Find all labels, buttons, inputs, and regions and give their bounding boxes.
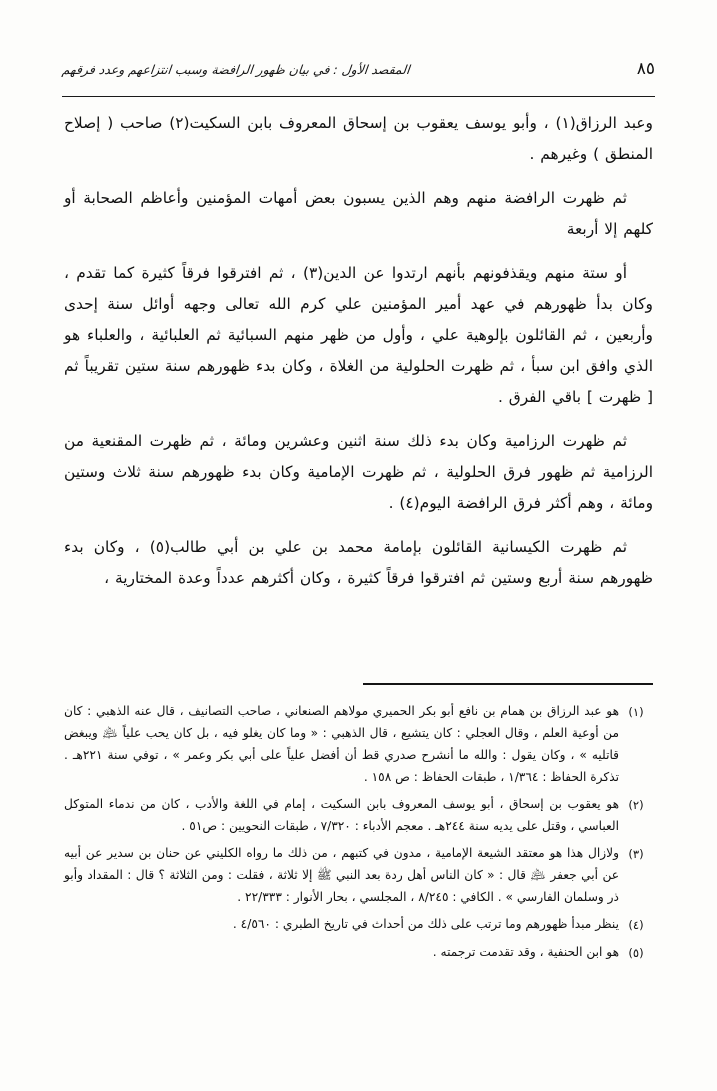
footnote-item: [64, 941, 653, 964]
paragraph: أو ستة منهم ويقذفونهم بأنهم ارتدوا عن الدين(٣) ، ثم افترقوا فرقاً كثيرة كما تقدم ، وكان بدأ ظهورهم في عهد أمير المؤمنين علي كرم الله تعالى وجهه أوائل سنة إحدى وأربعين ، ثم القائلون بإلوهية علي ، وأول من ظهر منهم السبائية ثم العلبائية ، والعلباء هو الذي وافق ابن سبأ ، ثم ظهرت الحلولية من الغلاة ، وكان بدء ظهورهم سنة ستين تقريباً ثم [ ظهرت ] باقي الفرق .: [64, 264, 653, 406]
footnote-item: [64, 700, 653, 788]
footnote-item: [64, 793, 653, 837]
footnote-text: هو يعقوب بن إسحاق ، أبو يوسف المعروف بابن السكيت ، إمام في اللغة والأدب ، كان من ندماء المتوكل العباسي ، وقتل على يديه سنة ٢٤٤هـ . معجم الأدباء : ٧/٣٢٠ ، طبقات النحويين : ص٥١ .: [64, 797, 619, 833]
footnote-text: ولازال هذا هو معتقد الشيعة الإمامية ، مدون في كتبهم ، من ذلك ما رواه الكليني عن حنان بن سدير عن أبيه عن أبي جعفر ﵇ قال : « كان الناس أهل ردة بعد النبي ﷺ إلا ثلاثة ، فقلت : ومن الثلاثة ؟ قال : المقداد وأبو ذر وسلمان الفارسي » . الكافي : ٨/٢٤٥ ، المجلسي ، بحار الأنوار : ٢٢/٣٣٣ .: [64, 846, 619, 904]
paragraph: ثم ظهرت الرزامية وكان بدء ذلك سنة اثنين وعشرين ومائة ، ثم ظهرت المقنعية من الرزامية ثم ظهور فرق الحلولية ، ثم ظهرت الإمامية وكان بدء ظهورهم سنة ثلاث وستين ومائة ، وهم أكثر فرق الرافضة اليوم(٤) .: [64, 432, 653, 512]
header-divider: [62, 96, 655, 97]
footnote-list: [64, 700, 653, 969]
paragraph: ثم ظهرت الكيسانية القائلون بإمامة محمد بن علي بن أبي طالب(٥) ، وكان بدء ظهورهم سنة أربع وستين ثم افترقوا فرقاً كثيرة ، وكان أكثرهم عدداً وعدة المختارية ،: [64, 538, 653, 587]
footnote-text: هو عبد الرزاق بن همام بن نافع أبو بكر الحميري مولاهم الصنعاني ، صاحب التصانيف ، قال عنه الذهبي : كان من أوعية العلم ، وقال العجلي : كان يتشيع ، قال الذهبي : « وما كان يغلو فيه ، بل كان يحب علياً ﵇ ويبغض قاتليه » ، وكان يقول : والله ما أنشرح صدري قط أن أفضل علياً على أبي بكر وعمر » ، توفي سنة ٢٢١هـ . تذكرة الحفاظ : ١/٣٦٤ ، طبقات الحفاظ : ص ١٥٨ .: [64, 704, 619, 784]
page-number: ٨٥: [636, 59, 655, 79]
paragraph: ثم ظهرت الرافضة منهم وهم الذين يسبون بعض أمهات المؤمنين وأعاظم الصحابة أو كلهم إلا أربعة: [64, 189, 653, 238]
page-header: [62, 52, 655, 86]
paragraph: وعبد الرزاق(١) ، وأبو يوسف يعقوب بن إسحاق المعروف بابن السكيت(٢) صاحب ( إصلاح المنطق ) وغيرهم .: [64, 114, 653, 163]
footnote-text: ينظر مبدأ ظهورهم وما ترتب على ذلك من أحداث في تاريخ الطبري : ٤/٥٦٠ .: [232, 917, 619, 931]
footnote-item: [64, 842, 653, 908]
main-text: [64, 108, 653, 607]
running-head: المقصد الأول : في بيان ظهور الرافضة وسبب انتزاعهم وعدد فرقهم: [61, 61, 411, 77]
footnote-divider: [363, 683, 653, 685]
footnote-marker: (١): [628, 705, 644, 719]
footnote-marker: (٥): [628, 946, 644, 960]
footnote-marker: (٤): [628, 918, 644, 932]
footnote-marker: (٢): [628, 798, 644, 812]
footnote-marker: (٣): [628, 847, 644, 861]
footnote-text: هو ابن الحنفية ، وقد تقدمت ترجمته .: [432, 945, 619, 959]
footnote-item: [64, 913, 653, 936]
